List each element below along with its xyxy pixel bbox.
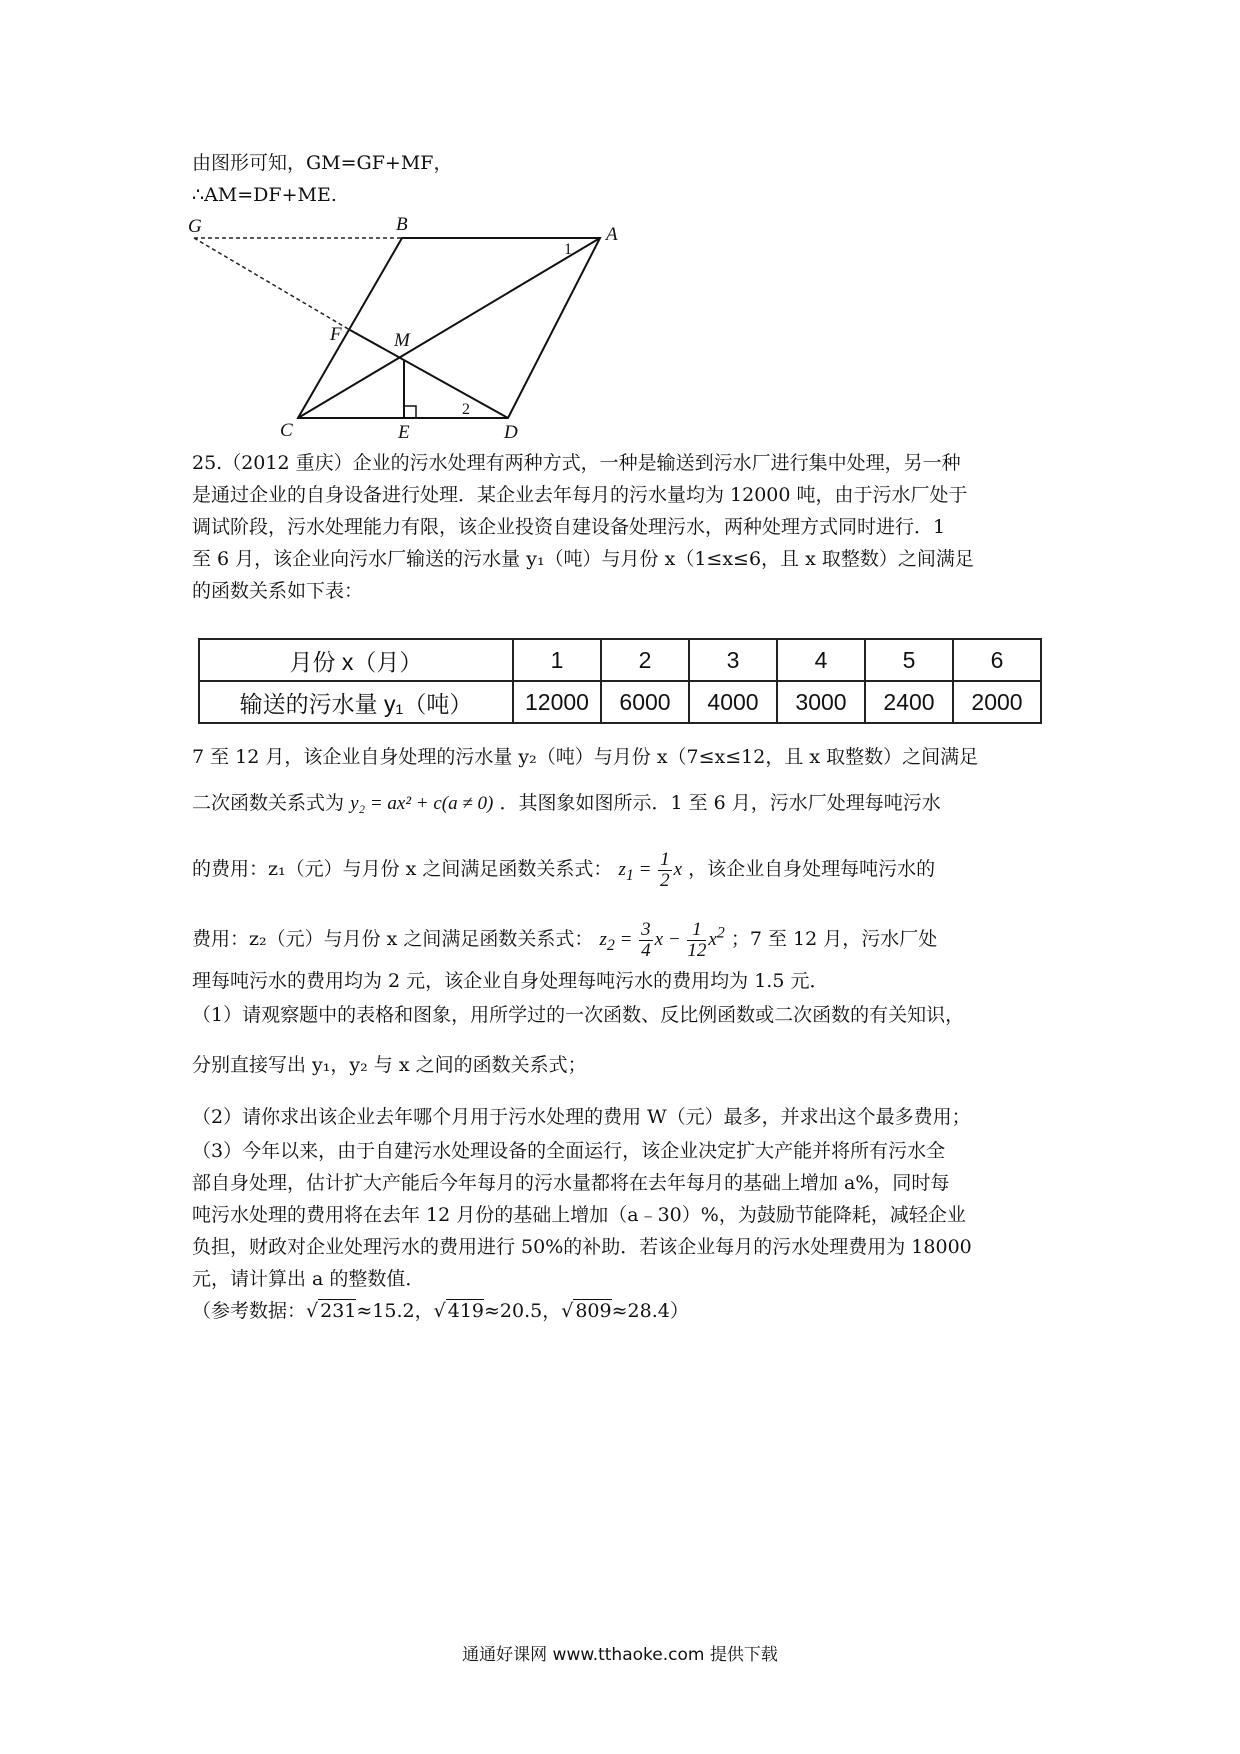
problem-line-5: 的函数关系如下表： xyxy=(192,580,364,602)
label-B: B xyxy=(396,214,408,235)
angle-2-label: 2 xyxy=(462,401,470,418)
subq-3e: 元，请计算出 a 的整数值． xyxy=(192,1268,425,1290)
sqrt-809: 809 xyxy=(575,1300,612,1322)
formula-z1: $z_1$ = $\frac{1}{2}$ x xyxy=(618,849,683,891)
body-text: ；7 至 12 月，污水厂处 xyxy=(730,927,938,950)
sqrt-809-value: ≈28.4） xyxy=(611,1300,689,1322)
body-line-q1: 7 至 12 月，该企业自身处理的污水量 y₂（吨）与月份 x（7≤x≤12，且 x 取整数）之间满足 xyxy=(192,746,979,768)
body-text: 的费用：z₁（元）与月份 x 之间满足函数关系式： xyxy=(192,857,613,880)
problem-line-3: 调试阶段，污水处理能力有限，该企业投资自建设备处理污水，两种处理方式同时进行．1 xyxy=(192,516,946,538)
subq-3d: 负担，财政对企业处理污水的费用进行 50%的补助．若该企业每月的污水处理费用为 18000 xyxy=(192,1236,972,1258)
formula-z2: $z_2$ = $\frac{3}{4}$ x − $\frac{1}{12}$ $x^2$ xyxy=(599,919,725,961)
table-cell: 2 xyxy=(601,639,689,681)
label-D: D xyxy=(504,422,518,440)
sqrt-419-value: ≈20.5， xyxy=(484,1300,562,1322)
subq-1b: 分别直接写出 y₁，y₂ 与 x 之间的函数关系式； xyxy=(192,1054,587,1076)
subq-1: （1）请观察题中的表格和图象，用所学过的一次函数、反比例函数或二次函数的有关知识， xyxy=(192,1004,965,1026)
label-G: G xyxy=(188,216,202,237)
body-line-q5: 理每吨污水的费用均为 2 元，该企业自身处理每吨污水的费用均为 1.5 元． xyxy=(192,970,829,992)
table-cell: 2400 xyxy=(865,681,953,723)
proof-line-1: 由图形可知，GM=GF+MF， xyxy=(192,152,453,174)
table-cell: 3 xyxy=(689,639,777,681)
problem-line-1: 25.（2012 重庆）企业的污水处理有两种方式，一种是输送到污水厂进行集中处理，另一种 xyxy=(192,452,961,474)
body-text: 费用：z₂（元）与月份 x 之间满足函数关系式： xyxy=(192,927,594,950)
table-cell: 6000 xyxy=(601,681,689,723)
proof-line-2: ∴AM=DF+ME. xyxy=(192,184,337,206)
sewage-table xyxy=(198,638,1042,724)
body-line-q3 xyxy=(192,850,935,891)
table-cell: 12000 xyxy=(513,681,601,723)
reference-prefix: （参考数据： xyxy=(192,1300,307,1322)
label-E: E xyxy=(398,422,410,440)
table-header-volume: 输送的污水量 y₁（吨） xyxy=(199,681,513,723)
label-M: M xyxy=(394,330,410,351)
table-cell: 2000 xyxy=(953,681,1041,723)
sqrt-419: 419 xyxy=(447,1300,484,1322)
subq-2: （2）请你求出该企业去年哪个月用于污水处理的费用 W（元）最多，并求出这个最多费用； xyxy=(192,1106,971,1128)
problem-line-2: 是通过企业的自身设备进行处理．某企业去年每月的污水量均为 12000 吨，由于污水厂处于 xyxy=(192,484,968,506)
table-cell: 1 xyxy=(513,639,601,681)
table-cell: 5 xyxy=(865,639,953,681)
label-A: A xyxy=(606,224,618,245)
angle-1-label: 1 xyxy=(564,241,572,258)
body-text: ，该企业自身处理每吨污水的 xyxy=(688,857,936,880)
label-C: C xyxy=(280,420,293,440)
sqrt-231-value: ≈15.2， xyxy=(356,1300,434,1322)
table-cell: 4000 xyxy=(689,681,777,723)
table-row xyxy=(199,639,1041,681)
subq-3a: （3）今年以来，由于自建污水处理设备的全面运行，该企业决定扩大产能并将所有污水全 xyxy=(192,1140,946,1162)
subq-3b: 部自身处理，估计扩大产能后今年每月的污水量都将在去年每月的基础上增加 a%，同时每 xyxy=(192,1172,950,1194)
body-line-q2 xyxy=(192,790,941,817)
page-footer: 通通好课网 www.tthaoke.com 提供下载 xyxy=(462,1645,778,1665)
subq-3c: 吨污水处理的费用将在去年 12 月份的基础上增加（a﹣30）%，为鼓励节能降耗，减轻企业 xyxy=(192,1204,966,1226)
body-line-q4 xyxy=(192,920,937,961)
table-cell: 6 xyxy=(953,639,1041,681)
table-cell: 4 xyxy=(777,639,865,681)
formula-y2: y₂ = ax² + c(a ≠ 0) xyxy=(350,793,494,814)
body-text: 二次函数关系式为 xyxy=(192,792,345,814)
table-row xyxy=(199,681,1041,723)
body-text: ．其图象如图所示．1 至 6 月，污水厂处理每吨污水 xyxy=(499,792,941,814)
problem-line-4: 至 6 月，该企业向污水厂输送的污水量 y₁（吨）与月份 x（1≤x≤6，且 x 取整数）之间满足 xyxy=(192,548,974,570)
parallelogram-figure xyxy=(180,210,620,440)
label-F: F xyxy=(330,324,342,345)
sqrt-231: 231 xyxy=(320,1300,357,1322)
table-cell: 3000 xyxy=(777,681,865,723)
table-header-month: 月份 x（月） xyxy=(199,639,513,681)
reference-data: （参考数据：√ 231≈15.2，√ 419≈20.5，√ 809≈28.4） xyxy=(192,1300,689,1322)
